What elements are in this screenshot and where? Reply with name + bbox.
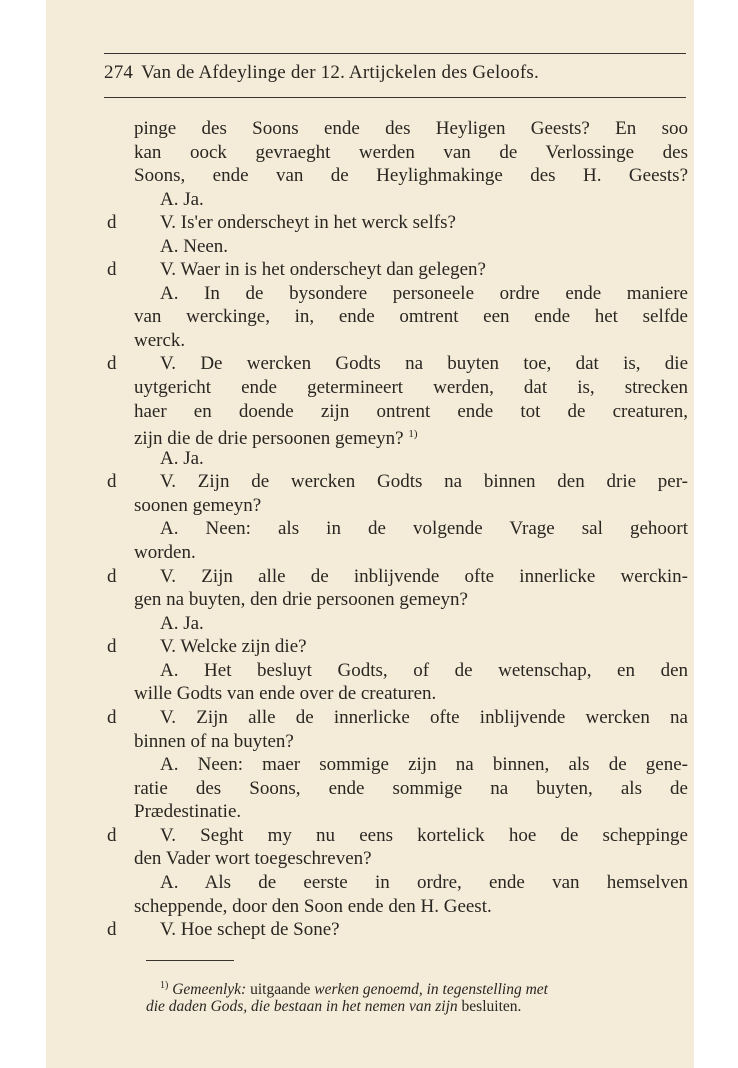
footnote-italic: werken genoemd, in tegenstelling met <box>314 981 548 999</box>
text-line: van werckinge, in, ende omtrent een ende het selfde <box>134 306 688 327</box>
text-line: A. Het besluyt Godts, of de wetenschap, en den <box>160 660 688 681</box>
text-line: scheppende, door den Soon ende den H. Geest. <box>134 896 492 917</box>
text-line-content: zijn die de drie persoonen gemeyn? <box>134 428 404 449</box>
text-line: haer en doende zijn ontrent ende tot de creaturen, <box>134 401 688 422</box>
margin-mark: d <box>107 259 117 280</box>
text-line: A. Ja. <box>160 613 204 634</box>
footnote-mark: 1) <box>160 980 169 991</box>
text-line: V. Seght my nu eens kortelick hoe de scheppinge <box>160 825 688 846</box>
text-line: pinge des Soons ende des Heyligen Geests? En soo <box>134 118 688 139</box>
running-title: Van de Afdeylinge der 12. Artijckelen des Geloofs. <box>141 62 539 83</box>
text-line <box>134 423 692 450</box>
text-line: A. Ja. <box>160 189 204 210</box>
text-line: worden. <box>134 542 196 563</box>
text-line: binnen of na buyten? <box>134 731 294 752</box>
header-top-rule <box>104 53 686 54</box>
text-line: kan oock gevraeght werden van de Verlossinge des <box>134 142 688 163</box>
text-line: A. In de bysondere personeele ordre ende maniere <box>160 283 688 304</box>
text-line: Soons, ende van de Heylighmakinge des H. Geests? <box>134 165 688 186</box>
text-line: A. Neen: als in de volgende Vrage sal gehoort <box>160 518 688 539</box>
text-line: werck. <box>134 330 186 351</box>
text-line: A. Als de eerste in ordre, ende van hemselven <box>160 872 688 893</box>
text-line: uytgericht ende getermineert werden, dat is, strecken <box>134 377 688 398</box>
footnote-reference: 1) <box>408 428 418 440</box>
margin-mark: d <box>107 353 117 374</box>
text-line: V. Zijn alle de innerlicke ofte inblijvende wercken na <box>160 707 688 728</box>
footnote-line <box>146 996 690 1017</box>
margin-mark: d <box>107 566 117 587</box>
footnote-roman: besluiten. <box>457 998 522 1015</box>
text-line: V. Welcke zijn die? <box>160 636 307 657</box>
footnote-italic: Gemeenlyk: <box>172 981 247 999</box>
running-header <box>104 62 704 84</box>
text-line: V. De wercken Godts na buyten toe, dat is, die <box>160 353 688 374</box>
margin-mark: d <box>107 825 117 846</box>
text-line: V. Zijn de wercken Godts na binnen den drie per- <box>160 471 688 492</box>
text-line: A. Neen. <box>160 236 229 257</box>
text-line: V. Zijn alle de inblijvende ofte innerlicke werckin- <box>160 566 688 587</box>
margin-mark: d <box>107 212 117 233</box>
margin-mark: d <box>107 919 117 940</box>
text-line: A. Ja. <box>160 448 204 469</box>
text-line: V. Hoe schept de Sone? <box>160 919 340 940</box>
footnote-rule <box>146 960 234 961</box>
margin-mark: d <box>107 636 117 657</box>
text-line: A. Neen: maer sommige zijn na binnen, als de gene- <box>160 754 688 775</box>
text-line: V. Is'er onderscheyt in het werck selfs? <box>160 212 456 233</box>
text-line: den Vader wort toegeschreven? <box>134 848 372 869</box>
footnote-roman: uitgaande <box>246 981 315 999</box>
margin-mark: d <box>107 471 117 492</box>
margin-mark: d <box>107 707 117 728</box>
footnote-italic: die daden Gods, die bestaan in het nemen van zijn <box>146 998 458 1015</box>
text-line: Prædestinatie. <box>134 801 242 822</box>
text-line: ratie des Soons, ende sommige na buyten, als de <box>134 778 688 799</box>
text-line: V. Waer in is het onderscheyt dan gelegen? <box>160 259 486 280</box>
text-line: wille Godts van ende over de creaturen. <box>134 683 437 704</box>
text-line: soonen gemeyn? <box>134 495 262 516</box>
header-bottom-rule <box>104 97 686 98</box>
page-number: 274 <box>104 62 134 83</box>
text-line: gen na buyten, den drie persoonen gemeyn? <box>134 589 468 610</box>
